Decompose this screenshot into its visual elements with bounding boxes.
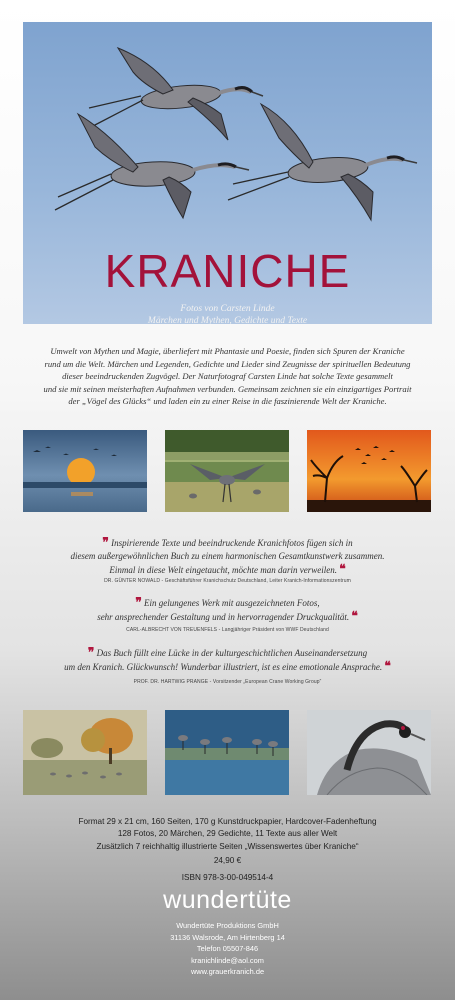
- photo-sunset-lake: [23, 430, 147, 512]
- quote-1: [20, 536, 435, 577]
- price: 24,90 €: [213, 856, 242, 866]
- publisher-website[interactable]: www.grauerkranich.de: [190, 967, 265, 977]
- quote-2: [20, 596, 435, 624]
- open-quote-icon: ❞: [135, 595, 142, 609]
- publisher-street: 31136 Walsrode, Am Hirtenberg 14: [170, 932, 285, 942]
- cover-image: [23, 22, 432, 324]
- photo-crane-display: [165, 430, 289, 512]
- quote-line: sehr ansprechender Gestaltung und in hervorragender Druckqualität.: [97, 612, 350, 622]
- intro-line: der „Vögel des Glücks“ und laden ein zu einer Reise in die faszinierende Welt der Kraniche.: [68, 396, 387, 407]
- close-quote-icon: ❝: [339, 562, 346, 576]
- publisher-email[interactable]: kranichlinde@aol.com: [191, 955, 264, 965]
- publisher-address: [0, 920, 455, 978]
- open-quote-icon: ❞: [87, 645, 95, 659]
- isbn: ISBN 978-3-00-049514-4: [181, 872, 274, 882]
- intro-line: rund um die Welt. Märchen und Legenden, Gedichte und Lieder sind Zeugnisse der spirituellen Bedeutung: [44, 358, 411, 369]
- quote-line: Ein gelungenes Werk mit ausgezeichneten Fotos,: [144, 598, 320, 608]
- photo-tree-silhouette: [307, 430, 431, 512]
- quote-line: Einmal in diese Welt eingetaucht, möchte man darin verweilen.: [109, 565, 337, 575]
- intro-line: und sie mit seinen meisterhaften Aufnahmen verbunden. Gemeinsam zeichnen sie ein einzigartiges Portrait: [43, 383, 412, 394]
- spec-format: Format 29 x 21 cm, 160 Seiten, 170 g Kunstdruckpapier, Hardcover-Fadenheftung: [78, 817, 377, 826]
- publisher-phone: Telefon 05507-846: [196, 944, 259, 954]
- intro-text: [36, 345, 419, 408]
- publisher-name: Wundertüte Produktions GmbH: [176, 921, 279, 930]
- quote-3: [20, 646, 435, 674]
- book-specifications: [20, 816, 435, 884]
- intro-line: Umwelt von Mythen und Magie, überliefert mit Phantasie und Poesie, finden sich Spuren der Kraniche: [50, 346, 405, 356]
- intro-line: dieser beeindruckenden Zugvögel. Der Naturfotograf Carsten Linde hat solche Texte gesammelt: [62, 371, 393, 382]
- quote-2-attribution: CARL-ALBRECHT VON TREUENFELS - Langjähriger Präsident von WWF Deutschland: [126, 627, 329, 633]
- quote-1-attribution: DR. GÜNTER NOWALD - Geschäftsführer Kranichschutz Deutschland, Leiter Kranich-Informationszentrum: [104, 578, 351, 584]
- spec-contents: 128 Fotos, 20 Märchen, 29 Gedichte, 11 Texte aus aller Welt: [117, 829, 338, 839]
- photo-misty-meadow: [23, 710, 147, 795]
- open-quote-icon: ❞: [102, 535, 109, 549]
- book-subtitle-content: Märchen und Mythen, Gedichte und Texte: [147, 316, 308, 324]
- quote-line: um den Kranich. Glückwunsch! Wunderbar illustriert, ist es eine emotionale Ansprache.: [64, 662, 383, 672]
- close-quote-icon: ❝: [351, 609, 358, 623]
- photo-cranes-in-water: [165, 710, 289, 795]
- quote-line: diesem außergewöhnlichen Buch zu einem harmonischen Gesamtkunstwerk zusammen.: [70, 551, 385, 561]
- quote-line: Inspirierende Texte und beeindruckende Kranichfotos fügen sich in: [111, 538, 353, 548]
- close-quote-icon: ❝: [384, 659, 391, 673]
- quote-3-attribution: PROF. DR. HARTWIG PRANGE - Vorsitzender „European Crane Working Group“: [133, 679, 322, 685]
- photo-crane-portrait: [307, 710, 431, 795]
- publisher-logo: wundertüte: [163, 886, 292, 914]
- spec-extras: Zusätzlich 7 reichhaltig illustrierte Seiten „Wissenswertes über Kraniche“: [96, 841, 359, 851]
- book-title: KRANICHE: [104, 245, 351, 297]
- book-subtitle-photos: Fotos von Carsten Linde: [180, 304, 275, 314]
- quote-line: Das Buch füllt eine Lücke in der kulturgeschichtlichen Auseinandersetzung: [96, 648, 368, 658]
